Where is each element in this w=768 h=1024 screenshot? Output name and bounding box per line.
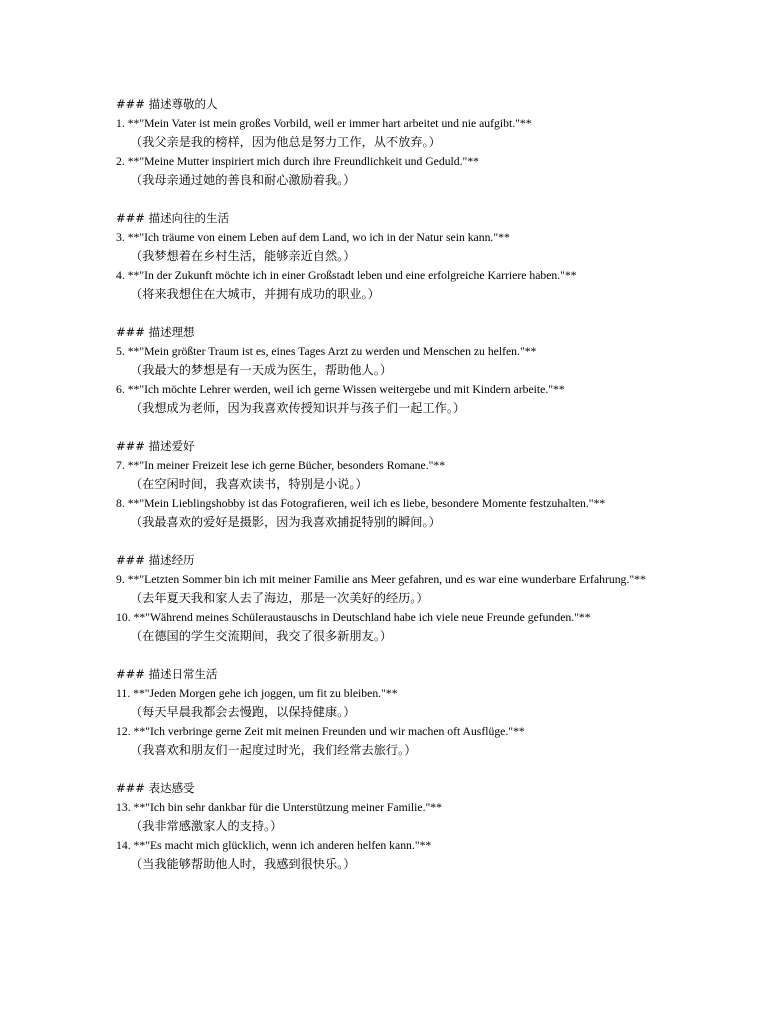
chinese-translation: （我父亲是我的榜样，因为他总是努力工作，从不放弃。）	[130, 135, 441, 149]
chinese-translation: （我喜欢和朋友们一起度过时光，我们经常去旅行。）	[130, 743, 417, 757]
section-hobbies	[116, 437, 652, 532]
german-sentence: 14. **"Es macht mich glücklich, wenn ich anderen helfen kann."**	[116, 839, 432, 852]
german-sentence: 2. **"Meine Mutter inspiriert mich durch ihre Freundlichkeit und Geduld."**	[116, 155, 480, 168]
section-heading: ### 描述日常生活	[116, 667, 218, 681]
chinese-translation: （当我能够帮助他人时，我感到很快乐。）	[130, 857, 356, 871]
german-sentence: 10. **"Während meines Schüleraustauschs in Deutschland habe ich viele neue Freunde gefunden."**	[116, 611, 591, 624]
chinese-translation: （将来我想住在大城市，并拥有成功的职业。）	[130, 287, 380, 301]
german-sentence: 9. **"Letzten Sommer bin ich mit meiner Familie ans Meer gefahren, und es war eine wunderbare Erfahrung."**	[116, 573, 646, 586]
document-page	[116, 95, 652, 893]
chinese-translation: （我非常感激家人的支持。）	[130, 819, 283, 833]
german-sentence: 12. **"Ich verbringe gerne Zeit mit meinen Freunden und wir machen oft Ausflüge."**	[116, 725, 525, 738]
chinese-translation: （在空闲时间，我喜欢读书，特别是小说。）	[130, 477, 368, 491]
chinese-translation: （去年夏天我和家人去了海边，那是一次美好的经历。）	[130, 591, 429, 605]
german-sentence: 13. **"Ich bin sehr dankbar für die Unterstützung meiner Familie."**	[116, 801, 442, 814]
chinese-translation: （每天早晨我都会去慢跑，以保持健康。）	[130, 705, 356, 719]
german-sentence: 8. **"Mein Lieblingshobby ist das Fotografieren, weil ich es liebe, besondere Momente festzuhalten."**	[116, 497, 606, 510]
section-heading: ### 描述爱好	[116, 439, 195, 453]
german-sentence: 3. **"Ich träume von einem Leben auf dem Land, wo ich in der Natur sein kann."**	[116, 231, 510, 244]
section-heading: ### 描述理想	[116, 325, 195, 339]
section-heading: ### 表达感受	[116, 781, 195, 795]
chinese-translation: （在德国的学生交流期间，我交了很多新朋友。）	[130, 629, 393, 643]
chinese-translation: （我梦想着在乡村生活，能够亲近自然。）	[130, 249, 356, 263]
section-feelings	[116, 779, 652, 874]
german-sentence: 1. **"Mein Vater ist mein großes Vorbild, weil er immer hart arbeitet und nie aufgibt."**	[116, 117, 532, 130]
german-sentence: 5. **"Mein größter Traum ist es, eines Tages Arzt zu werden und Menschen zu helfen."**	[116, 345, 537, 358]
german-sentence: 6. **"Ich möchte Lehrer werden, weil ich gerne Wissen weitergebe und mit Kindern arbeite."**	[116, 383, 565, 396]
chinese-translation: （我母亲通过她的善良和耐心激励着我。）	[130, 173, 356, 187]
section-respected-person	[116, 95, 652, 190]
german-sentence: 4. **"In der Zukunft möchte ich in einer Großstadt leben und eine erfolgreiche Karriere haben."**	[116, 269, 577, 282]
section-desired-life	[116, 209, 652, 304]
section-heading: ### 描述经历	[116, 553, 195, 567]
german-sentence: 11. **"Jeden Morgen gehe ich joggen, um fit zu bleiben."**	[116, 687, 398, 700]
chinese-translation: （我最喜欢的爱好是摄影，因为我喜欢捕捉特别的瞬间。）	[130, 515, 441, 529]
chinese-translation: （我想成为老师，因为我喜欢传授知识并与孩子们一起工作。）	[130, 401, 466, 415]
german-sentence: 7. **"In meiner Freizeit lese ich gerne Bücher, besonders Romane."**	[116, 459, 446, 472]
chinese-translation: （我最大的梦想是有一天成为医生，帮助他人。）	[130, 363, 393, 377]
section-ideals	[116, 323, 652, 418]
section-heading: ### 描述向往的生活	[116, 211, 230, 225]
section-experiences	[116, 551, 652, 646]
section-daily-life	[116, 665, 652, 760]
section-heading: ### 描述尊敬的人	[116, 97, 218, 111]
